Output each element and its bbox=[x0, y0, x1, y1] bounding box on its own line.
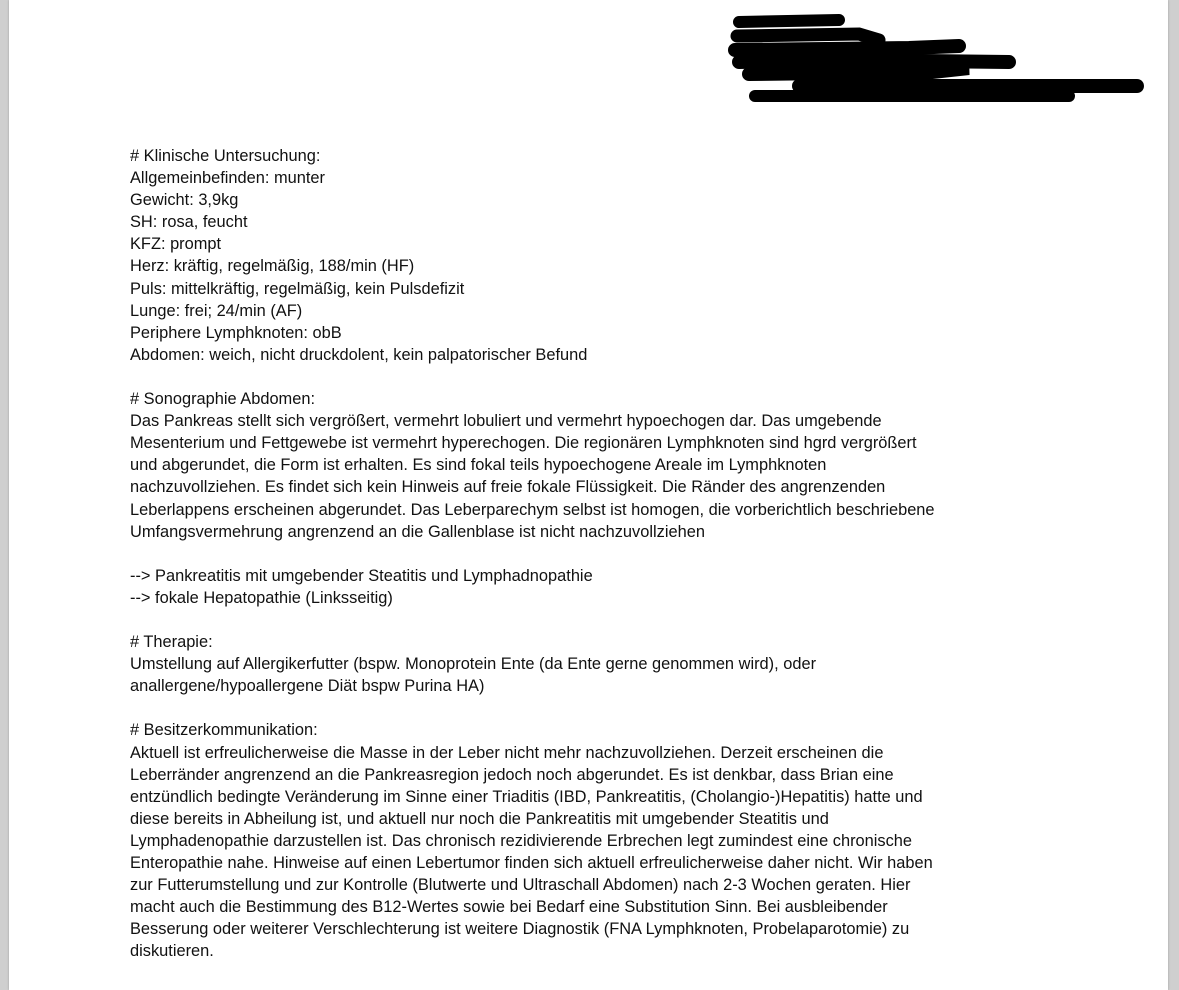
text-line: Leberränder angrenzend an die Pankreasregion jedoch noch abgerundet. Es ist denkbar, dass Brian eine bbox=[130, 765, 894, 784]
text-line: Lymphadenopathie darzustellen ist. Das chronisch rezidivierende Erbrechen legt zumindest eine chronische bbox=[130, 831, 913, 850]
text-line: Allgemeinbefinden: munter bbox=[130, 169, 325, 188]
redaction-scribble bbox=[709, 0, 1169, 120]
text-line: Enteropathie nahe. Hinweise auf einen Lebertumor finden sich aktuell erfreulicherweise daher nicht. Wir haben bbox=[130, 854, 933, 872]
text-line: Abdomen: weich, nicht druckdolent, kein palpatorischer Befund bbox=[130, 345, 588, 364]
text-line: Umfangsvermehrung angrenzend an die Gallenblase ist nicht nachzuvollziehen bbox=[130, 522, 705, 541]
section-heading: # Besitzerkommunikation: bbox=[130, 721, 318, 740]
text-line: diskutieren. bbox=[130, 942, 214, 961]
text-line: macht auch die Bestimmung des B12-Wertes sowie bei Bedarf eine Substitution Sinn. Bei ausbleibender bbox=[130, 898, 888, 917]
conclusion-line: --> fokale Hepatopathie (Linksseitig) bbox=[130, 588, 393, 607]
text-line: Lunge: frei; 24/min (AF) bbox=[130, 301, 303, 320]
text-line: Umstellung auf Allergikerfutter (bspw. Monoprotein Ente (da Ente gerne genommen wird), oder bbox=[130, 655, 817, 674]
document-page bbox=[9, 0, 1168, 990]
conclusion-line: --> Pankreatitis mit umgebender Steatitis und Lymphadnopathie bbox=[130, 566, 593, 585]
section-heading: # Klinische Untersuchung: bbox=[130, 147, 321, 165]
section-heading: # Sonographie Abdomen: bbox=[130, 390, 315, 409]
text-line: Herz: kräftig, regelmäßig, 188/min (HF) bbox=[130, 257, 415, 276]
text-line: KFZ: prompt bbox=[130, 235, 222, 254]
text-line: Leberlappens erscheinen abgerundet. Das Leberparechym selbst ist homogen, die vorberichtlich beschriebene bbox=[130, 500, 935, 519]
text-line: Besserung oder weiterer Verschlechterung ist weitere Diagnostik (FNA Lymphknoten, Probelaparotomie) zu bbox=[130, 920, 910, 939]
text-line: nachzuvollziehen. Es findet sich kein Hinweis auf freie fokale Flüssigkeit. Die Ränder des angrenzenden bbox=[130, 478, 886, 497]
text-line: Gewicht: 3,9kg bbox=[130, 191, 239, 210]
text-line: zur Futterumstellung und zur Kontrolle (Blutwerte und Ultraschall Abdomen) nach 2-3 Wochen geraten. Hier bbox=[130, 876, 911, 895]
text-line: und abgerundet, die Form ist erhalten. Es sind fokal teils hypoechogene Areale im Lymphknoten bbox=[130, 456, 827, 475]
text-line: Puls: mittelkräftig, regelmäßig, kein Pulsdefizit bbox=[130, 279, 465, 298]
section-heading: # Therapie: bbox=[130, 633, 213, 652]
text-line: Mesenterium und Fettgewebe ist vermehrt hyperechogen. Die regionären Lymphknoten sind hgrd vergrößert bbox=[130, 434, 917, 453]
text-line: anallergene/hypoallergene Diät bspw Purina HA) bbox=[130, 677, 485, 696]
section-conclusions bbox=[130, 565, 1140, 609]
text-line: SH: rosa, feucht bbox=[130, 213, 248, 232]
text-line: entzündlich bedingte Veränderung im Sinne einer Triaditis (IBD, Pankreatitis, (Cholangio-)Hepatitis) hatte und bbox=[130, 787, 923, 806]
text-line: diese bereits in Abheilung ist, und aktuell nur noch die Pankreatitis mit umgebender Steatitis und bbox=[130, 809, 829, 828]
section-owner-communication bbox=[130, 719, 1140, 962]
section-sonography bbox=[130, 388, 1140, 543]
section-therapy bbox=[130, 631, 1140, 697]
text-line: Aktuell ist erfreulicherweise die Masse in der Leber nicht mehr nachzuvollziehen. Derzeit erscheinen die bbox=[130, 743, 884, 762]
document-body bbox=[130, 145, 1140, 985]
text-line: Das Pankreas stellt sich vergrößert, vermehrt lobuliert und vermehrt hypoechogen dar. Das umgebende bbox=[130, 412, 882, 431]
text-line: Periphere Lymphknoten: obB bbox=[130, 323, 342, 342]
section-clinical-exam bbox=[130, 145, 1140, 366]
